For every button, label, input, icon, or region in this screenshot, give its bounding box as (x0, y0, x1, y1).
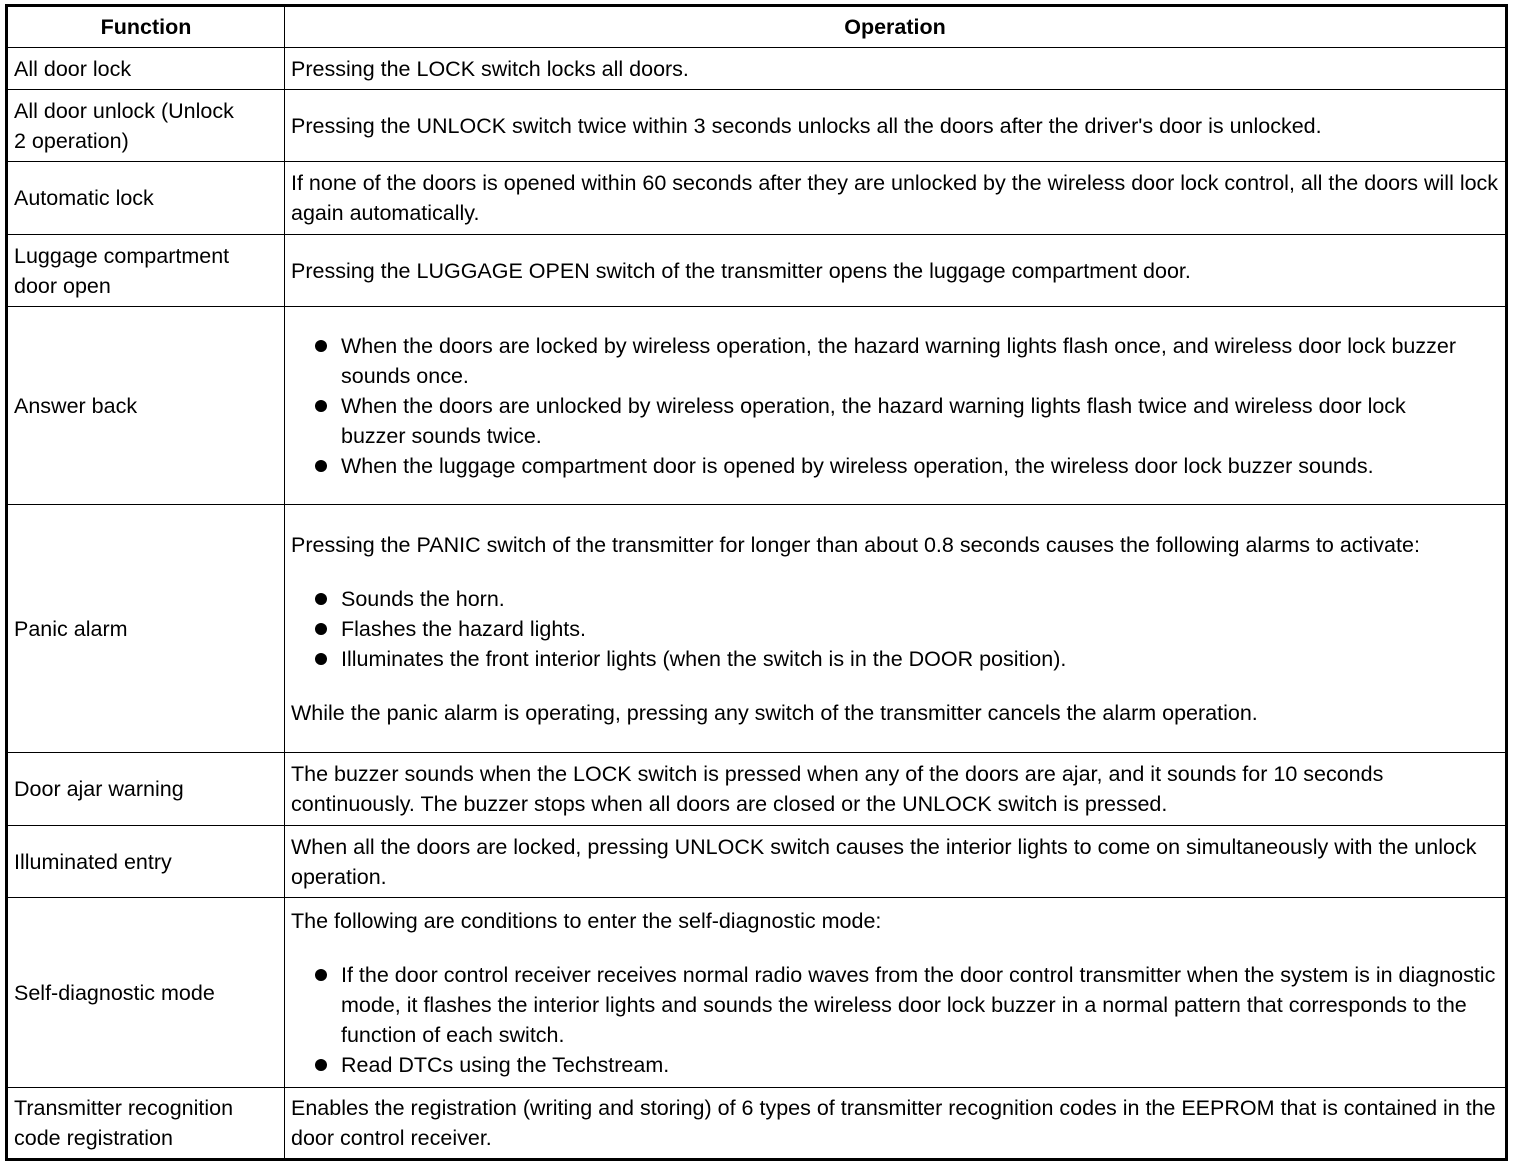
operation-cell: Pressing the UNLOCK switch twice within 3 seconds unlocks all the doors after the driver's door is unlocked. (285, 90, 1507, 162)
table-row (7, 162, 1507, 235)
function-cell: Illuminated entry (7, 826, 285, 898)
operation-cell: The buzzer sounds when the LOCK switch is pressed when any of the doors are ajar, and it sounds for 10 seconds continuously. The buzzer stops when all doors are closed or the UNLOCK switch is pressed. (285, 753, 1507, 826)
operation-cell: When all the doors are locked, pressing UNLOCK switch causes the interior lights to come on simultaneously with the unlock operation. (285, 826, 1507, 898)
operation-cell: If none of the doors is opened within 60 seconds after they are unlocked by the wireless door lock control, all the doors will lock again automatically. (285, 162, 1507, 235)
function-cell: All door unlock (Unlock 2 operation) (7, 90, 285, 162)
bullet-icon (315, 1059, 327, 1071)
header-row (7, 6, 1507, 48)
intro-text: Pressing the PANIC switch of the transmitter for longer than about 0.8 seconds causes the following alarms to activate: (291, 532, 1420, 557)
list-item: When the doors are locked by wireless operation, the hazard warning lights flash once, and wireless door lock buzzer sounds once. (315, 331, 1475, 391)
table-row (7, 753, 1507, 826)
operation-cell (285, 307, 1507, 505)
table-row (7, 48, 1507, 90)
operation-cell (285, 898, 1507, 1088)
operation-cell: Pressing the LUGGAGE OPEN switch of the transmitter opens the luggage compartment door. (285, 235, 1507, 307)
table-row (7, 1088, 1507, 1160)
table-row (7, 898, 1507, 1088)
bullet-icon (315, 623, 327, 635)
table-row (7, 826, 1507, 898)
function-cell: Answer back (7, 307, 285, 505)
bullet-icon (315, 460, 327, 472)
function-cell: Luggage compartment door open (7, 235, 285, 307)
bullet-icon (315, 969, 327, 981)
function-cell: All door lock (7, 48, 285, 90)
bullet-icon (315, 593, 327, 605)
list-item: Illuminates the front interior lights (when the switch is in the DOOR position). (315, 644, 1499, 674)
bullet-icon (315, 340, 327, 352)
bullet-list (291, 331, 1475, 481)
list-item: Read DTCs using the Techstream. (315, 1050, 1499, 1080)
operation-cell: Pressing the LOCK switch locks all doors. (285, 48, 1507, 90)
function-operation-table (5, 4, 1508, 1161)
list-item: Flashes the hazard lights. (315, 614, 1499, 644)
list-item: When the luggage compartment door is opened by wireless operation, the wireless door lock buzzer sounds. (315, 451, 1475, 481)
bullet-list (291, 960, 1499, 1080)
table-row (7, 307, 1507, 505)
operation-cell: Enables the registration (writing and storing) of 6 types of transmitter recognition codes in the EEPROM that is contained in the door control receiver. (285, 1088, 1507, 1160)
bullet-list (291, 584, 1499, 674)
bullet-icon (315, 400, 327, 412)
function-header: Function (7, 6, 285, 48)
table-row (7, 505, 1507, 753)
bullet-icon (315, 653, 327, 665)
list-item: If the door control receiver receives normal radio waves from the door control transmitter when the system is in diagnostic mode, it flashes the interior lights and sounds the wireless door lock buzzer in a normal pattern that corresponds to the function of each switch. (315, 960, 1499, 1050)
outro-text: While the panic alarm is operating, pressing any switch of the transmitter cancels the alarm operation. (291, 700, 1258, 725)
intro-text: The following are conditions to enter the self-diagnostic mode: (291, 908, 882, 933)
table-row (7, 90, 1507, 162)
operation-cell (285, 505, 1507, 753)
function-cell: Automatic lock (7, 162, 285, 235)
operation-header: Operation (285, 6, 1507, 48)
function-cell: Door ajar warning (7, 753, 285, 826)
table-row (7, 235, 1507, 307)
list-item: Sounds the horn. (315, 584, 1499, 614)
function-cell: Self-diagnostic mode (7, 898, 285, 1088)
function-cell: Transmitter recognition code registration (7, 1088, 285, 1160)
function-cell: Panic alarm (7, 505, 285, 753)
list-item: When the doors are unlocked by wireless operation, the hazard warning lights flash twice and wireless door lock buzzer sounds twice. (315, 391, 1475, 451)
